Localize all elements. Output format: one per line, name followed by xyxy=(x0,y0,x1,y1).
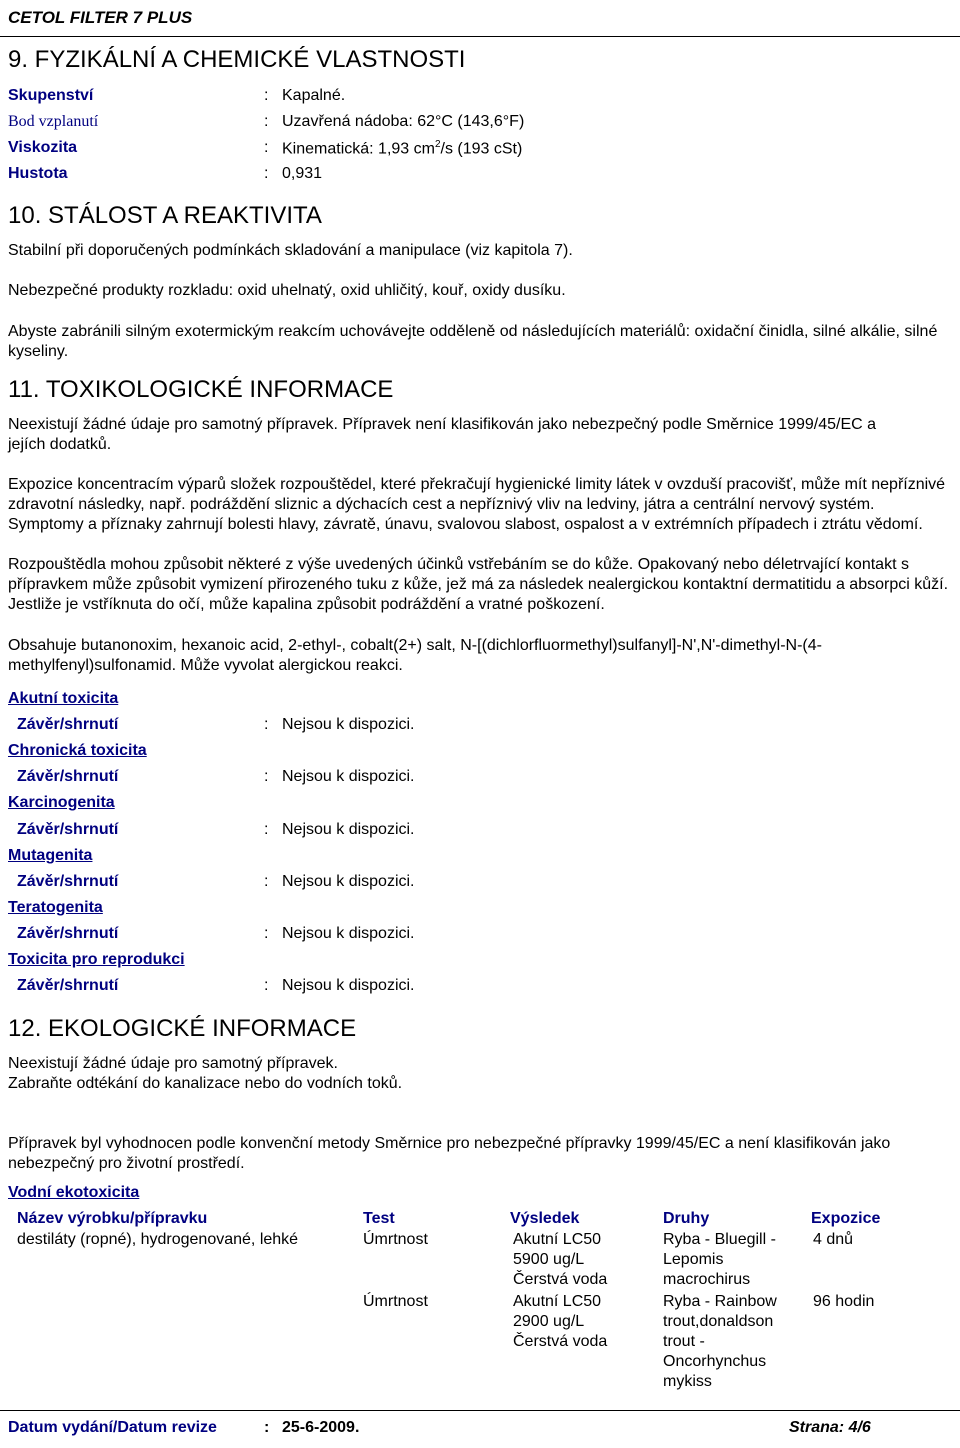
sec10-paragraph-1: Stabilní při doporučených podmínkách skladování a manipulace (viz kapitola 7). xyxy=(8,242,573,259)
heading-vodni-ekotoxicita[interactable]: Vodní ekotoxicita xyxy=(8,1184,140,1201)
prop-value-skupenstvi: Kapalné. xyxy=(282,87,346,104)
table-cell-test: Úmrtnost xyxy=(363,1231,428,1248)
table-header-exposure: Expozice xyxy=(811,1210,881,1227)
sec11-paragraph-2: Expozice koncentracím výparů složek rozpouštědel, které překračují hygienické limity látek v ovzduší pracovišť, může mít nepříznivé zdravotní následky, např. podráždění sliznic a dýchacích cest a nepříznivý vliv na ledviny, játra a centrální nervový systém. Symptomy a příznaky zahrnují bolesti hlavy, závratě, únavu, svalovou slabost, ospalost a v extrémních případech i ztrátu vědomí. xyxy=(8,476,946,533)
colon: : xyxy=(264,1419,270,1436)
table-header-test: Test xyxy=(363,1210,395,1227)
table-header-result: Výsledek xyxy=(510,1210,580,1227)
value-toxicita-pro-reprodukci: Nejsou k dispozici. xyxy=(282,977,415,994)
sublabel-zaver-shrnuti: Závěr/shrnutí xyxy=(17,716,119,733)
product-header: CETOL FILTER 7 PLUS xyxy=(8,8,193,27)
sec12-paragraph-2: Zabraňte odtékání do kanalizace nebo do vodních toků. xyxy=(8,1075,403,1092)
sublabel-zaver-shrnuti: Závěr/shrnutí xyxy=(17,821,119,838)
colon: : xyxy=(264,873,269,890)
table-cell-name: destiláty (ropné), hydrogenované, lehké xyxy=(17,1231,299,1248)
footer-date-value: 25-6-2009. xyxy=(282,1419,360,1436)
prop-label-hustota: Hustota xyxy=(8,165,68,182)
heading-karcinogenita[interactable]: Karcinogenita xyxy=(8,794,115,811)
table-cell-species: Ryba - Bluegill - Lepomis macrochirus xyxy=(663,1231,776,1288)
colon: : xyxy=(264,87,269,104)
prop-label-skupenstvi: Skupenství xyxy=(8,87,94,104)
colon: : xyxy=(264,139,269,156)
heading-teratogenita[interactable]: Teratogenita xyxy=(8,899,103,916)
heading-mutagenita[interactable]: Mutagenita xyxy=(8,847,93,864)
section-12-title: 12. EKOLOGICKÉ INFORMACE xyxy=(8,1015,357,1042)
heading-toxicita-pro-reprodukci[interactable]: Toxicita pro reprodukci xyxy=(8,951,185,968)
colon: : xyxy=(264,113,269,130)
sec10-paragraph-2: Nebezpečné produkty rozkladu: oxid uhelnatý, oxid uhličitý, kouř, oxidy dusíku. xyxy=(8,282,566,299)
value-chronicka-toxicita: Nejsou k dispozici. xyxy=(282,768,415,785)
section-9-title: 9. FYZIKÁLNÍ A CHEMICKÉ VLASTNOSTI xyxy=(8,46,466,73)
table-cell-exposure: 96 hodin xyxy=(813,1293,875,1310)
colon: : xyxy=(264,977,269,994)
section-11-title: 11. TOXIKOLOGICKÉ INFORMACE xyxy=(8,376,394,403)
heading-chronicka-toxicita[interactable]: Chronická toxicita xyxy=(8,742,147,759)
sublabel-zaver-shrnuti: Závěr/shrnutí xyxy=(17,768,119,785)
sublabel-zaver-shrnuti: Závěr/shrnutí xyxy=(17,977,119,994)
heading-akutni-toxicita[interactable]: Akutní toxicita xyxy=(8,690,119,707)
value-mutagenita: Nejsou k dispozici. xyxy=(282,873,415,890)
prop-value-bod-vzplanuti: Uzavřená nádoba: 62°C (143,6°F) xyxy=(282,113,525,130)
prop-value-hustota: 0,931 xyxy=(282,165,323,182)
sec11-paragraph-4: Obsahuje butanonoxim, hexanoic acid, 2-ethyl-, cobalt(2+) salt, N-[(dichlorfluormethyl)sulfanyl]-N',N'-dimethyl-N-(4-methylfenyl)sulfonamid. Může vyvolat alergickou reakci. xyxy=(8,637,822,674)
table-cell-test: Úmrtnost xyxy=(363,1293,428,1310)
sec12-paragraph-1: Neexistují žádné údaje pro samotný přípravek. xyxy=(8,1055,338,1072)
section-10-title: 10. STÁLOST A REAKTIVITA xyxy=(8,202,322,229)
table-cell-species: Ryba - Rainbow trout,donaldson trout - Oncorhynchus mykiss xyxy=(663,1293,777,1390)
sec11-paragraph-3: Rozpouštědla mohou způsobit některé z výše uvedených účinků vstřebáním se do kůže. Opakovaný nebo déletrvající kontakt s přípravkem může způsobit vymizení přirozeného tuku z kůže, jež má za následek nealergickou kontaktní dermatitidu a absorpci kůží. Jestliže je vstříknuta do očí, může kapalina způsobit podráždění a vratné poškození. xyxy=(8,556,949,613)
table-header-name: Název výrobku/přípravku xyxy=(17,1210,208,1227)
colon: : xyxy=(264,165,269,182)
sublabel-zaver-shrnuti: Závěr/shrnutí xyxy=(17,873,119,890)
footer-page-number: Strana: 4/6 xyxy=(789,1419,871,1436)
table-header-species: Druhy xyxy=(663,1210,710,1227)
sublabel-zaver-shrnuti: Závěr/shrnutí xyxy=(17,925,119,942)
colon: : xyxy=(264,925,269,942)
prop-label-viskozita: Viskozita xyxy=(8,139,78,156)
table-cell-exposure: 4 dnů xyxy=(813,1231,854,1248)
table-cell-result: Akutní LC50 5900 ug/L Čerstvá voda xyxy=(513,1231,608,1288)
sec10-paragraph-3: Abyste zabránili silným exotermickým reakcím uchovávejte odděleně od následujících materiálů: oxidační činidla, silné alkálie, silné kyseliny. xyxy=(8,323,938,360)
footer-date-label: Datum vydání/Datum revize xyxy=(8,1419,217,1436)
colon: : xyxy=(264,821,269,838)
value-akutni-toxicita: Nejsou k dispozici. xyxy=(282,716,415,733)
sec11-paragraph-1: Neexistují žádné údaje pro samotný přípravek. Přípravek není klasifikován jako nebezpečný podle Směrnice 1999/45/EC a jejích dodatků. xyxy=(8,416,877,453)
prop-label-bod-vzplanuti: Bod vzplanutí xyxy=(8,113,99,130)
value-teratogenita: Nejsou k dispozici. xyxy=(282,925,415,942)
sec12-paragraph-3: Přípravek byl vyhodnocen podle konvenční metody Směrnice pro nebezpečné přípravky 1999/45/EC a není klasifikován jako nebezpečný pro životní prostředí. xyxy=(8,1135,891,1172)
value-karcinogenita: Nejsou k dispozici. xyxy=(282,821,415,838)
prop-value-viskozita: Kinematická: 1,93 $cm^2/s$ (193 cSt) xyxy=(282,139,523,158)
colon: : xyxy=(264,716,269,733)
header-rule xyxy=(0,36,960,37)
colon: : xyxy=(264,768,269,785)
footer-rule xyxy=(0,1410,960,1411)
table-cell-result: Akutní LC50 2900 ug/L Čerstvá voda xyxy=(513,1293,608,1350)
